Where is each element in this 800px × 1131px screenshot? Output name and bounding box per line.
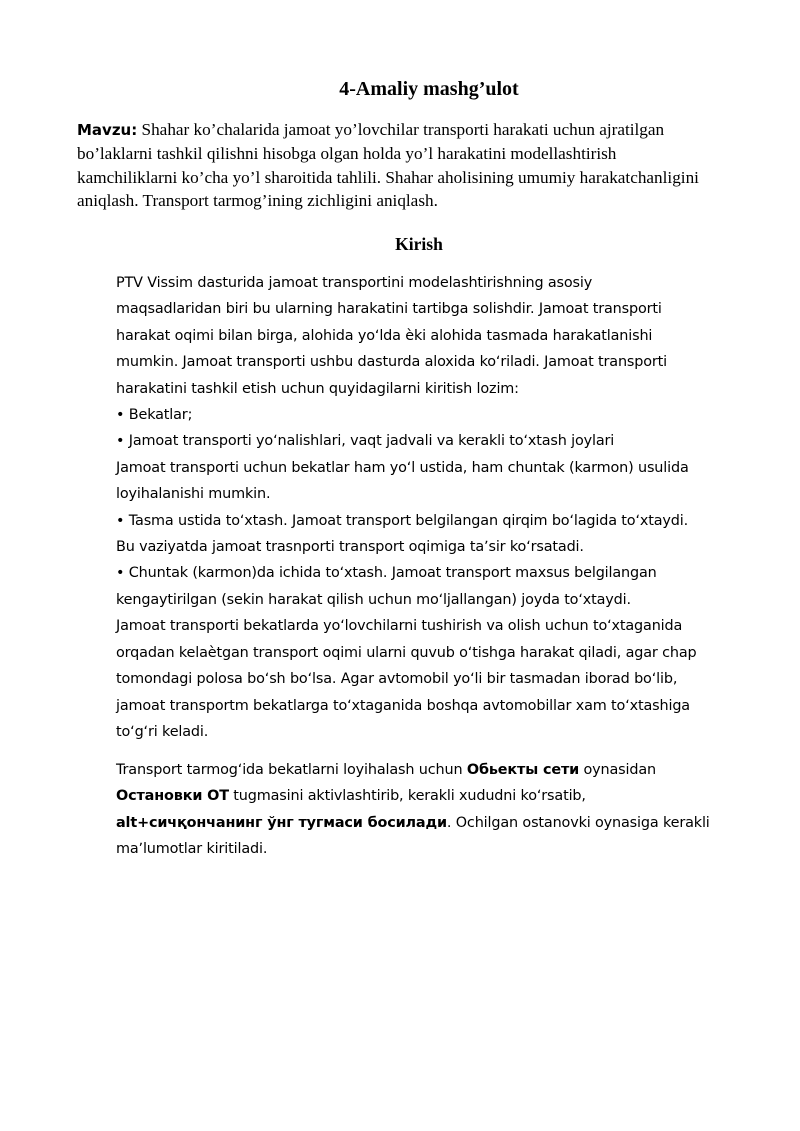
topic-paragraph <box>77 118 767 212</box>
topic-text-line: aniqlash. Transport tarmog’ining zichligini aniqlash. <box>77 190 438 210</box>
topic-label: Mavzu: <box>77 121 138 139</box>
bullet-item: • Tasma ustida toʻxtash. Jamoat transport belgilangan qirqim boʻlagida toʻxtaydi. <box>116 512 689 529</box>
menu-term-pt-stops: Остановки ОТ <box>116 788 229 805</box>
text-line: Jamoat transporti bekatlarda yoʻlovchilarni tushirish va olish uchun toʻxtaganida <box>116 618 683 635</box>
text-line: toʻgʻri keladi. <box>116 723 209 740</box>
topic-text-line: kamchiliklarni ko’cha yo’l sharoitida tahlili. Shahar aholisining umumiy harakatchanligini <box>77 167 699 187</box>
text-run: . Ochilgan ostanovki oynasiga kerakli <box>446 814 710 831</box>
text-line: Jamoat transporti uchun bekatlar ham yoʻl ustida, ham chuntak (karmon) usulida <box>116 459 689 476</box>
text-line <box>116 810 746 836</box>
intro-paragraph <box>116 270 746 745</box>
bullet-item: • Bekatlar; <box>116 407 193 424</box>
page-title: 4-Amaliy mashg’ulot <box>339 78 519 100</box>
text-line: mumkin. Jamoat transporti ushbu dasturda aloxida koʻriladi. Jamoat transporti <box>116 354 668 371</box>
text-line: jamoat transportm bekatlarga toʻxtaganida boshqa avtomobillar xam toʻxtashiga <box>116 697 690 714</box>
text-line: kengaytirilgan (sekin harakat qilish uchun moʻljallangan) joyda toʻxtaydi. <box>116 591 631 608</box>
text-line: maqsadlaridan biri bu ularning harakatini tartibga solishdir. Jamoat transporti <box>116 301 662 318</box>
topic-text-line: bo’laklarni tashkil qilishni hisobga olgan holda yo’l harakatini modellashtirish <box>77 144 617 164</box>
text-line: Bu vaziyatda jamoat trasnporti transport oqimiga taʼsir koʻrsatadi. <box>116 539 584 556</box>
section-heading: Kirish <box>395 234 443 254</box>
text-line <box>116 783 746 809</box>
instruction-paragraph <box>116 757 746 863</box>
text-line: harakat oqimi bilan birga, alohida yoʻlda èki alohida tasmada harakatlanishi <box>116 327 653 344</box>
text-line <box>116 757 746 783</box>
text-run: Transport tarmogʻida bekatlarni loyihalash uchun <box>116 762 467 778</box>
text-run: oynasidan <box>579 762 656 778</box>
text-line: maʼlumotlar kiritiladi. <box>116 841 268 858</box>
bullet-item: • Jamoat transporti yoʻnalishlari, vaqt jadvali va kerakli toʻxtash joylari <box>116 433 615 450</box>
topic-text-line: Shahar ko’chalarida jamoat yo’lovchilar transporti harakati uchun ajratilgan <box>137 120 665 139</box>
text-line: tomondagi polosa boʻsh boʻlsa. Agar avtomobil yoʻli bir tasmadan iborad boʻlib, <box>116 671 678 688</box>
text-line: PTV Vissim dasturida jamoat transportini modelashtirishning asosiy <box>116 275 593 291</box>
shortcut-term: alt+сичқончанинг ўнг тугмаси босилади <box>116 814 447 831</box>
text-line: harakatini tashkil etish uchun quyidagilarni kiritish lozim: <box>116 380 519 397</box>
text-run: tugmasini aktivlashtirib, kerakli xududni koʻrsatib, <box>228 788 586 805</box>
text-line: orqadan kelaètgan transport oqimi ularni quvub oʻtishga harakat qiladi, agar chap <box>116 644 697 661</box>
bullet-item: • Chuntak (karmon)da ichida toʻxtash. Jamoat transport maxsus belgilangan <box>116 565 657 582</box>
text-line: loyihalanishi mumkin. <box>116 486 271 503</box>
menu-term-network-objects: Обьекты сети <box>466 762 580 778</box>
